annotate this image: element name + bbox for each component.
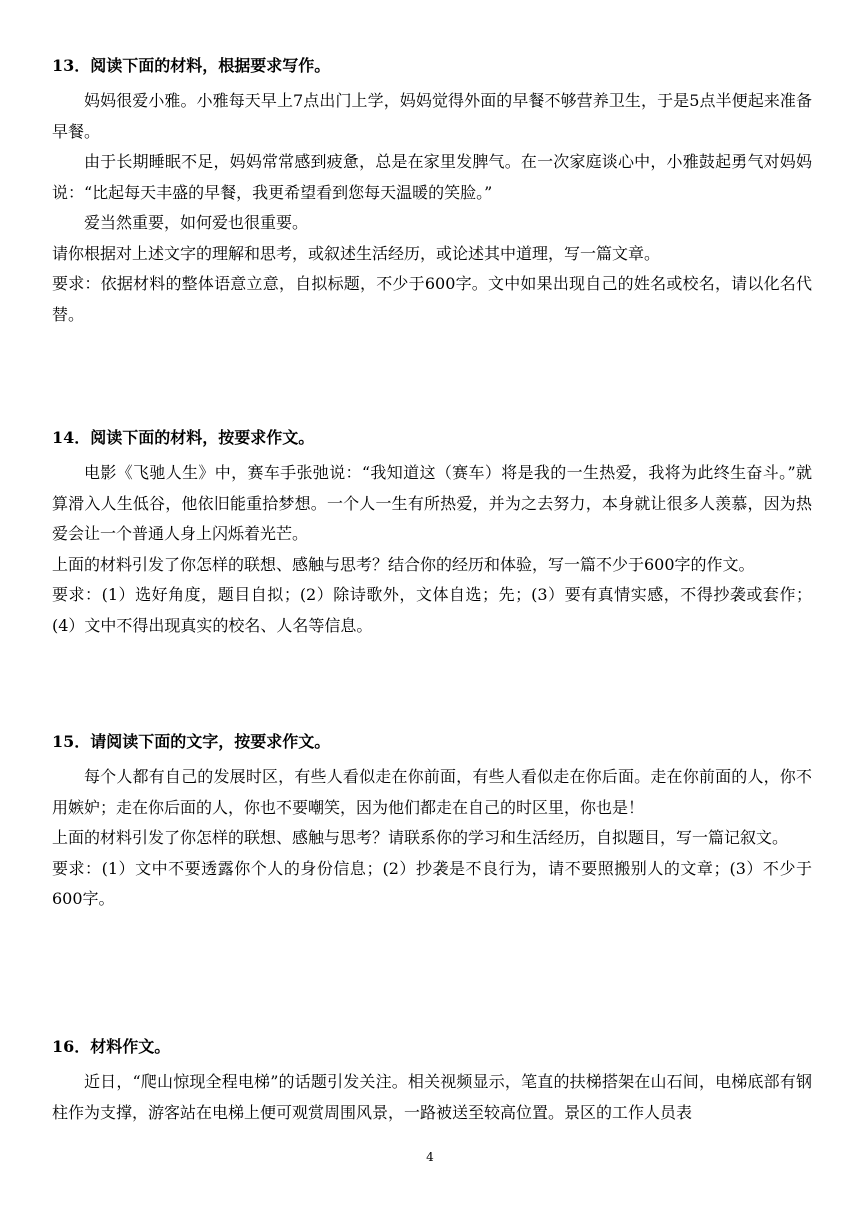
question-14-paragraph-2: 上面的材料引发了你怎样的联想、感触与思考？结合你的经历和体验，写一篇不少于600字的作文。 bbox=[52, 554, 755, 574]
question-14-requirements: 要求：(1）选好角度，题目自拟；(2）除诗歌外，文体自选；先；(3）要有真情实感，不得抄袭或套作；(4）文中不得出现真实的校名、人名等信息。 bbox=[52, 585, 812, 635]
question-14-title: 14．阅读下面的材料，按要求作文。 bbox=[52, 428, 315, 447]
question-13-requirements: 要求：依据材料的整体语意立意，自拟标题，不少于600字。文中如果出现自己的姓名或校名，请以化名代替。 bbox=[52, 274, 812, 324]
question-15-requirements: 要求：(1）文中不要透露你个人的身份信息；(2）抄袭是不良行为，请不要照搬别人的文章；(3）不少于600字。 bbox=[52, 858, 812, 908]
question-13-paragraph-1: 妈妈很爱小雅。小雅每天早上7点出门上学，妈妈觉得外面的早餐不够营养卫生，于是5点半便起来准备早餐。 bbox=[52, 91, 812, 141]
question-15-title: 15．请阅读下面的文字，按要求作文。 bbox=[52, 732, 331, 751]
question-13 bbox=[52, 55, 812, 330]
question-14 bbox=[52, 427, 812, 641]
page-number: 4 bbox=[426, 1150, 434, 1164]
question-15 bbox=[52, 731, 812, 915]
question-16-title: 16．材料作文。 bbox=[52, 1037, 171, 1056]
question-13-paragraph-2: 由于长期睡眠不足，妈妈常常感到疲惫，总是在家里发脾气。在一次家庭谈心中，小雅鼓起勇气对妈妈说：“比起每天丰盛的早餐，我更希望看到您每天温暖的笑脸。” bbox=[52, 152, 812, 202]
question-13-paragraph-4: 请你根据对上述文字的理解和思考，或叙述生活经历，或论述其中道理，写一篇文章。 bbox=[52, 243, 661, 263]
question-16 bbox=[52, 1036, 812, 1128]
question-16-paragraph-1: 近日，“爬山惊现全程电梯”的话题引发关注。相关视频显示，笔直的扶梯搭架在山石间，电梯底部有钢柱作为支撑，游客站在电梯上便可观赏周围风景，一路被送至较高位置。景区的工作人员表 bbox=[52, 1072, 812, 1122]
question-14-paragraph-1: 电影《飞驰人生》中，赛车手张弛说：“我知道这（赛车）将是我的一生热爱，我将为此终生奋斗。”就算滑入人生低谷，他依旧能重拾梦想。一个人一生有所热爱，并为之去努力，本身就让很多人羡慕，因为热爱会让一个普通人身上闪烁着光芒。 bbox=[52, 463, 812, 543]
question-13-title: 13．阅读下面的材料，根据要求写作。 bbox=[52, 56, 331, 75]
question-15-paragraph-1: 每个人都有自己的发展时区，有些人看似走在你前面，有些人看似走在你后面。走在你前面的人，你不用嫉妒；走在你后面的人，你也不要嘲笑，因为他们都走在自己的时区里，你也是！ bbox=[52, 767, 812, 817]
question-15-paragraph-2: 上面的材料引发了你怎样的联想、感触与思考？请联系你的学习和生活经历，自拟题目，写一篇记叙文。 bbox=[52, 828, 789, 847]
question-13-paragraph-3: 爱当然重要，如何爱也很重要。 bbox=[84, 213, 309, 232]
